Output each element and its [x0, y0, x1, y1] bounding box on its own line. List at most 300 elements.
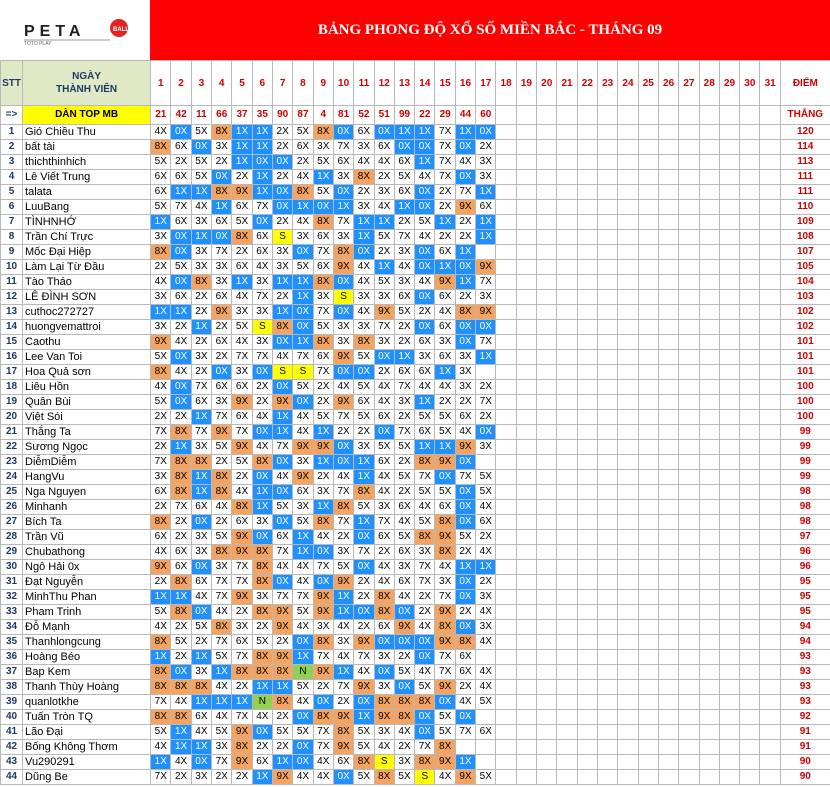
result-cell: 4X	[374, 470, 394, 485]
day-header: 13	[394, 61, 414, 106]
result-cell: 3X	[232, 620, 252, 635]
result-cell: 4X	[252, 260, 272, 275]
day-header: 16	[455, 61, 475, 106]
result-cell: 0X	[252, 470, 272, 485]
result-cell: 2X	[313, 380, 333, 395]
result-cell	[638, 395, 658, 410]
result-cell: 2X	[151, 410, 171, 425]
result-cell: 8X	[394, 695, 414, 710]
result-cell: 0X	[354, 365, 374, 380]
result-cell: 4X	[333, 620, 353, 635]
result-cell: 3X	[333, 545, 353, 560]
result-cell	[719, 560, 739, 575]
result-cell: 6X	[374, 410, 394, 425]
member-name: Sương Ngọc	[23, 440, 151, 455]
result-cell	[618, 410, 638, 425]
result-cell: 4X	[415, 380, 435, 395]
member-score: 104	[780, 275, 830, 290]
svg-text:BALL: BALL	[113, 27, 129, 33]
result-cell	[699, 755, 719, 770]
result-cell: 1X	[252, 125, 272, 140]
result-cell: 2X	[374, 545, 394, 560]
result-cell	[597, 275, 617, 290]
member-score: 101	[780, 365, 830, 380]
result-cell	[577, 290, 597, 305]
result-cell: 7X	[272, 440, 292, 455]
result-cell: 0X	[435, 695, 455, 710]
result-cell: 8X	[151, 680, 171, 695]
result-cell: 5X	[374, 440, 394, 455]
member-score: 99	[780, 455, 830, 470]
result-cell: 0X	[415, 650, 435, 665]
result-cell	[658, 740, 678, 755]
result-cell	[537, 710, 557, 725]
result-cell	[516, 320, 536, 335]
result-cell: 1X	[333, 200, 353, 215]
result-cell: 8X	[171, 605, 191, 620]
result-cell: 2X	[212, 155, 232, 170]
day-header: 8	[293, 61, 313, 106]
result-cell: 0X	[252, 365, 272, 380]
result-cell: 0X	[455, 260, 475, 275]
day-header: 19	[516, 61, 536, 106]
result-cell: 7X	[354, 545, 374, 560]
result-cell: 5X	[394, 530, 414, 545]
result-cell	[638, 350, 658, 365]
result-cell: 3X	[374, 185, 394, 200]
result-cell: 6X	[191, 710, 211, 725]
result-cell	[597, 665, 617, 680]
result-cell	[597, 485, 617, 500]
result-cell: 2X	[476, 140, 496, 155]
result-cell: 6X	[435, 500, 455, 515]
result-cell	[719, 140, 739, 155]
result-cell: 3X	[394, 245, 414, 260]
member-name: MinhThu Phan	[23, 590, 151, 605]
result-cell	[496, 500, 516, 515]
result-cell: 0X	[333, 455, 353, 470]
result-cell: 6X	[232, 380, 252, 395]
result-cell: 6X	[374, 455, 394, 470]
result-cell	[537, 185, 557, 200]
result-cell: 4X	[333, 380, 353, 395]
result-cell: 8X	[171, 575, 191, 590]
result-cell	[597, 710, 617, 725]
result-cell: 8X	[151, 140, 171, 155]
dan-number	[658, 106, 678, 125]
result-cell	[638, 740, 658, 755]
member-name: Hoàng Béo	[23, 650, 151, 665]
dan-number: 35	[252, 106, 272, 125]
result-cell: 0X	[171, 395, 191, 410]
result-cell	[699, 155, 719, 170]
result-cell: 2X	[415, 605, 435, 620]
result-cell: 4X	[272, 470, 292, 485]
result-cell: 0X	[354, 605, 374, 620]
member-name: Thanh Thùy Hoàng	[23, 680, 151, 695]
result-cell	[658, 350, 678, 365]
result-cell	[638, 245, 658, 260]
day-header: 22	[577, 61, 597, 106]
result-cell: 3X	[476, 620, 496, 635]
result-cell	[679, 500, 699, 515]
table-row	[1, 485, 830, 500]
dan-top-row	[1, 106, 830, 125]
result-cell	[740, 695, 760, 710]
table-row	[1, 635, 830, 650]
result-cell: 5X	[415, 515, 435, 530]
result-cell: 3X	[476, 170, 496, 185]
result-cell: 4X	[212, 500, 232, 515]
result-cell: 2X	[455, 680, 475, 695]
result-cell: 0X	[333, 440, 353, 455]
result-cell: 1X	[476, 185, 496, 200]
result-cell: 1X	[232, 695, 252, 710]
result-cell	[658, 335, 678, 350]
result-cell	[679, 740, 699, 755]
result-cell: 0X	[212, 365, 232, 380]
result-cell: 5X	[171, 260, 191, 275]
result-cell	[537, 125, 557, 140]
result-cell	[679, 455, 699, 470]
table-row	[1, 710, 830, 725]
result-cell: 4X	[415, 170, 435, 185]
result-cell: 6X	[374, 530, 394, 545]
result-cell: 1X	[272, 680, 292, 695]
result-cell	[699, 605, 719, 620]
result-cell	[679, 215, 699, 230]
result-cell	[516, 470, 536, 485]
result-cell: 4X	[293, 170, 313, 185]
member-name: Mốc Đại Hiệp	[23, 245, 151, 260]
result-cell	[638, 485, 658, 500]
member-score: 103	[780, 290, 830, 305]
result-cell: 7X	[171, 500, 191, 515]
day-header: 15	[435, 61, 455, 106]
result-cell	[618, 395, 638, 410]
result-cell: 1X	[435, 260, 455, 275]
member-name: Việt Sói	[23, 410, 151, 425]
result-cell	[719, 410, 739, 425]
result-cell: 3X	[191, 545, 211, 560]
result-cell: 0X	[394, 635, 414, 650]
result-cell: 9X	[333, 395, 353, 410]
result-cell	[496, 590, 516, 605]
result-cell: 2X	[252, 620, 272, 635]
result-cell	[577, 650, 597, 665]
day-header: 31	[760, 61, 780, 106]
result-cell: 2X	[212, 350, 232, 365]
result-cell: 8X	[212, 485, 232, 500]
result-cell: 4X	[415, 665, 435, 680]
result-cell: 2X	[354, 185, 374, 200]
result-cell	[760, 530, 780, 545]
dan-number	[760, 106, 780, 125]
result-cell	[679, 320, 699, 335]
result-cell	[638, 650, 658, 665]
result-cell: 6X	[415, 335, 435, 350]
result-cell: 8X	[171, 455, 191, 470]
member-score: 94	[780, 620, 830, 635]
table-row	[1, 305, 830, 320]
result-cell: 1X	[272, 275, 292, 290]
result-cell: 5X	[151, 200, 171, 215]
result-cell	[618, 140, 638, 155]
result-cell: 0X	[252, 425, 272, 440]
result-cell	[496, 530, 516, 545]
result-cell	[557, 275, 577, 290]
result-cell	[719, 440, 739, 455]
result-cell	[496, 620, 516, 635]
result-cell	[699, 695, 719, 710]
header	[0, 0, 830, 60]
result-cell	[760, 125, 780, 140]
result-cell: 7X	[415, 575, 435, 590]
result-cell	[516, 455, 536, 470]
result-cell: 7X	[476, 395, 496, 410]
result-cell: 0X	[455, 710, 475, 725]
result-cell: 0X	[455, 590, 475, 605]
result-cell: 3X	[191, 530, 211, 545]
day-header: 10	[333, 61, 353, 106]
result-cell	[740, 185, 760, 200]
result-cell: 6X	[455, 665, 475, 680]
result-cell: 9X	[272, 770, 292, 785]
result-cell	[740, 530, 760, 545]
result-cell	[699, 680, 719, 695]
result-cell: 0X	[476, 425, 496, 440]
result-cell: 4X	[313, 755, 333, 770]
result-cell	[719, 260, 739, 275]
result-cell	[719, 245, 739, 260]
result-cell: 8X	[415, 755, 435, 770]
result-cell: 8X	[212, 620, 232, 635]
result-cell	[679, 245, 699, 260]
result-cell: 7X	[415, 470, 435, 485]
result-cell: 0X	[313, 695, 333, 710]
result-cell	[577, 380, 597, 395]
result-cell	[638, 320, 658, 335]
result-cell: 5X	[212, 530, 232, 545]
result-cell: 5X	[232, 455, 252, 470]
result-cell	[496, 305, 516, 320]
result-cell	[679, 665, 699, 680]
result-cell: 5X	[354, 500, 374, 515]
result-cell	[577, 185, 597, 200]
result-cell: 1X	[415, 155, 435, 170]
result-cell	[638, 515, 658, 530]
result-cell: 7X	[293, 590, 313, 605]
result-cell	[658, 410, 678, 425]
result-cell: 7X	[191, 425, 211, 440]
result-cell	[476, 710, 496, 725]
result-cell	[516, 185, 536, 200]
result-cell	[618, 650, 638, 665]
result-cell: 2X	[232, 170, 252, 185]
result-cell	[537, 770, 557, 785]
result-cell: 3X	[212, 140, 232, 155]
result-cell	[557, 575, 577, 590]
row-stt: 15	[1, 335, 23, 350]
result-cell	[516, 560, 536, 575]
result-cell	[516, 290, 536, 305]
result-cell	[760, 320, 780, 335]
result-cell	[557, 200, 577, 215]
result-cell: 6X	[415, 425, 435, 440]
result-cell: 1X	[151, 215, 171, 230]
result-cell	[557, 395, 577, 410]
result-cell	[760, 275, 780, 290]
result-cell: 3X	[252, 305, 272, 320]
result-cell	[557, 140, 577, 155]
result-cell: 0X	[394, 605, 414, 620]
result-cell: 6X	[171, 560, 191, 575]
day-header: 27	[679, 61, 699, 106]
result-cell: 9X	[232, 755, 252, 770]
result-cell: 4X	[455, 155, 475, 170]
result-cell: 1X	[151, 755, 171, 770]
result-cell	[516, 245, 536, 260]
row-stt: 11	[1, 275, 23, 290]
result-cell: 4X	[212, 605, 232, 620]
result-cell: 1X	[455, 275, 475, 290]
result-cell	[537, 425, 557, 440]
result-cell: 8X	[415, 530, 435, 545]
result-cell	[699, 395, 719, 410]
result-cell: 0X	[354, 530, 374, 545]
result-cell	[496, 695, 516, 710]
result-cell	[679, 680, 699, 695]
result-cell: 0X	[272, 485, 292, 500]
result-cell: 5X	[272, 725, 292, 740]
result-cell	[597, 515, 617, 530]
result-cell: 4X	[435, 380, 455, 395]
result-cell: 2X	[272, 740, 292, 755]
row-stt: 42	[1, 740, 23, 755]
result-cell: 1X	[313, 170, 333, 185]
result-cell: 4X	[354, 665, 374, 680]
result-cell: 0X	[455, 320, 475, 335]
result-cell: 3X	[476, 440, 496, 455]
result-cell	[557, 470, 577, 485]
result-cell: 3X	[374, 290, 394, 305]
result-cell: 0X	[333, 125, 353, 140]
result-cell	[658, 500, 678, 515]
result-cell	[516, 515, 536, 530]
result-cell: 8X	[272, 695, 292, 710]
dan-number: 29	[435, 106, 455, 125]
result-cell: 1X	[151, 590, 171, 605]
row-stt: 2	[1, 140, 23, 155]
result-cell	[537, 290, 557, 305]
result-cell	[679, 470, 699, 485]
result-cell	[658, 155, 678, 170]
result-cell	[577, 155, 597, 170]
result-cell: 5X	[415, 410, 435, 425]
result-cell: 3X	[191, 260, 211, 275]
result-cell: 6X	[212, 290, 232, 305]
result-cell: 7X	[232, 575, 252, 590]
result-cell: 8X	[354, 755, 374, 770]
result-cell: S	[293, 365, 313, 380]
result-cell: 1X	[333, 590, 353, 605]
result-cell	[496, 185, 516, 200]
result-cell: 0X	[272, 455, 292, 470]
result-cell	[740, 515, 760, 530]
result-cell: 1X	[272, 410, 292, 425]
result-cell: 6X	[435, 320, 455, 335]
result-cell: 4X	[435, 560, 455, 575]
result-cell	[658, 380, 678, 395]
result-cell: 4X	[293, 215, 313, 230]
result-cell: 8X	[191, 455, 211, 470]
result-cell: 4X	[476, 605, 496, 620]
result-cell: 9X	[435, 680, 455, 695]
result-cell	[496, 260, 516, 275]
result-cell: 2X	[191, 305, 211, 320]
result-cell: 6X	[333, 755, 353, 770]
result-cell	[658, 125, 678, 140]
result-cell: 3X	[374, 335, 394, 350]
result-cell: 6X	[293, 485, 313, 500]
table-row	[1, 545, 830, 560]
result-cell	[537, 665, 557, 680]
result-cell: 9X	[232, 395, 252, 410]
result-cell	[496, 515, 516, 530]
result-cell: 6X	[394, 365, 414, 380]
result-cell	[740, 170, 760, 185]
result-cell: 2X	[191, 635, 211, 650]
result-cell	[537, 620, 557, 635]
result-cell	[699, 710, 719, 725]
result-cell: 9X	[313, 440, 333, 455]
result-cell: 5X	[476, 485, 496, 500]
member-name: Bống Không Thơm	[23, 740, 151, 755]
result-cell: 2X	[394, 215, 414, 230]
result-cell	[537, 305, 557, 320]
result-cell: 0X	[293, 635, 313, 650]
result-cell: 0X	[455, 140, 475, 155]
result-cell: 1X	[354, 215, 374, 230]
result-cell	[496, 605, 516, 620]
result-cell	[760, 770, 780, 785]
result-cell	[740, 155, 760, 170]
result-cell: 6X	[394, 545, 414, 560]
result-cell: 1X	[252, 500, 272, 515]
result-cell: 2X	[333, 425, 353, 440]
result-cell	[557, 290, 577, 305]
result-cell	[476, 740, 496, 755]
result-cell: 8X	[313, 335, 333, 350]
result-cell	[597, 545, 617, 560]
result-cell	[679, 635, 699, 650]
result-cell: 3X	[374, 725, 394, 740]
dan-number: 4	[313, 106, 333, 125]
day-header: 5	[232, 61, 252, 106]
result-cell: 9X	[455, 200, 475, 215]
result-cell	[618, 245, 638, 260]
result-cell: 4X	[232, 290, 252, 305]
result-cell: 6X	[455, 650, 475, 665]
result-cell: 5X	[394, 305, 414, 320]
result-cell: 3X	[476, 590, 496, 605]
result-cell: 0X	[415, 260, 435, 275]
result-cell: 9X	[435, 605, 455, 620]
result-cell	[597, 575, 617, 590]
result-cell: 7X	[455, 470, 475, 485]
result-cell	[537, 635, 557, 650]
result-cell: 1X	[374, 260, 394, 275]
